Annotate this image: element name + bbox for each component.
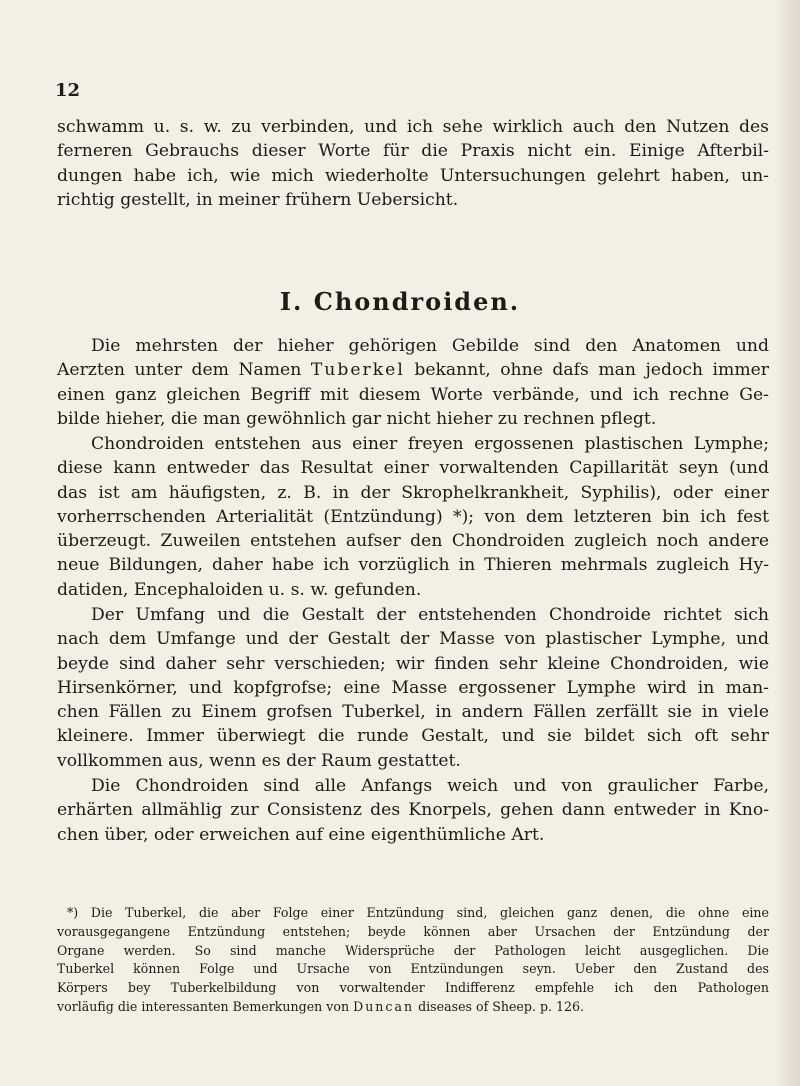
text-fragment: diseases of Sheep. p. 126. [414, 998, 585, 1014]
footnote-line: vorausgegangene Entzündung entstehen; beyde können aber Ursachen der Entzündung der [57, 923, 769, 939]
page-edge-shadow [774, 0, 800, 1086]
text-line: vollkommen aus, wenn es der Raum gestattet. [57, 750, 461, 771]
paragraph-1 [57, 334, 769, 431]
text-line: dungen habe ich, wie mich wiederholte Untersuchungen gelehrt haben, un- [57, 165, 769, 186]
footnote [57, 904, 769, 1017]
paragraph-4 [57, 774, 769, 847]
paragraph-2 [57, 432, 769, 602]
text-line: Die mehrsten der hieher gehörigen Gebilde sind den Anatomen und [91, 336, 769, 356]
text-line: richtig gestellt, in meiner frühern Uebersicht. [57, 189, 459, 210]
page-number: 12 [55, 80, 81, 101]
text-line: einen ganz gleichen Begriff mit diesem Worte verbände, und ich rechne Ge- [57, 384, 769, 405]
text-line [57, 358, 769, 382]
footnote-line: Tuberkel können Folge und Ursache von Entzündungen seyn. Ueber den Zustand des [57, 961, 769, 977]
text-line: datiden, Encephaloiden u. s. w. gefunden. [57, 579, 422, 600]
text-line: kleinere. Immer überwiegt die runde Gestalt, und sie bildet sich oft sehr [57, 726, 769, 747]
text-line: chen über, oder erweichen auf eine eigenthümliche Art. [57, 824, 545, 845]
text-line: neue Bildungen, daher habe ich vorzüglich in Thieren mehrmals zugleich Hy- [57, 555, 769, 576]
footnote-line: *) Die Tuberkel, die aber Folge einer Entzündung sind, gleichen ganz denen, die ohne eine [67, 905, 769, 920]
text-line: das ist am häufigsten, z. B. in der Skrophelkrankheit, Syphilis), oder einer [57, 482, 769, 503]
footnote-line: Körpers bey Tuberkelbildung von vorwaltender Indifferenz empfehle ich den Pathologen [57, 980, 769, 996]
paragraph-3 [57, 603, 769, 773]
text-line: Die Chondroiden sind alle Anfangs weich und von graulicher Farbe, [91, 776, 769, 796]
text-line: vorherrschenden Arterialität (Entzündung) *); von dem letzteren bin ich fest [57, 506, 769, 527]
text-line: Der Umfang und die Gestalt der entstehenden Chondroide richtet sich [91, 605, 769, 625]
section-heading: I. Chondroiden. [279, 287, 521, 316]
text-line: bilde hieher, die man gewöhnlich gar nicht hieher zu rechnen pflegt. [57, 408, 657, 429]
text-line: Chondroiden entstehen aus einer freyen ergossenen plastischen Lymphe; [91, 434, 769, 454]
text-line: nach dem Umfange und der Gestalt der Masse von plastischer Lymphe, und [57, 629, 769, 650]
text-line: schwamm u. s. w. zu verbinden, und ich sehe wirklich auch den Nutzen des [57, 117, 769, 137]
footnote-line: Organe werden. So sind manche Widersprüche der Pathologen leicht ausgeglichen. Die [57, 942, 769, 958]
text-line: Hirsenkörner, und kopfgrofse; eine Masse ergossener Lymphe wird in man- [57, 677, 769, 698]
text-line: diese kann entweder das Resultat einer vorwaltenden Capillarität seyn (und [57, 458, 769, 479]
footnote-line [57, 998, 769, 1017]
author-name: Duncan [353, 998, 415, 1014]
text-line: erhärten allmählig zur Consistenz des Knorpels, gehen dann entweder in Kno- [57, 800, 769, 821]
text-fragment: bekannt, ohne dafs man jedoch immer [404, 360, 770, 381]
text-line: ferneren Gebrauchs dieser Worte für die Praxis nicht ein. Einige Afterbil- [57, 141, 769, 162]
emphasized-term: Tuberkel [310, 360, 405, 381]
text-fragment: vorläufig die interessanten Bemerkungen von [57, 998, 354, 1014]
text-line: überzeugt. Zuweilen entstehen aufser den Chondroiden zugleich noch andere [57, 531, 769, 552]
text-line: beyde sind daher sehr verschieden; wir finden sehr kleine Chondroiden, wie [57, 653, 769, 674]
intro-paragraph [57, 115, 769, 212]
text-line: chen Fällen zu Einem grofsen Tuberkel, in andern Fällen zerfällt sie in viele [57, 702, 769, 723]
text-fragment: Aerzten unter dem Namen [57, 360, 311, 381]
